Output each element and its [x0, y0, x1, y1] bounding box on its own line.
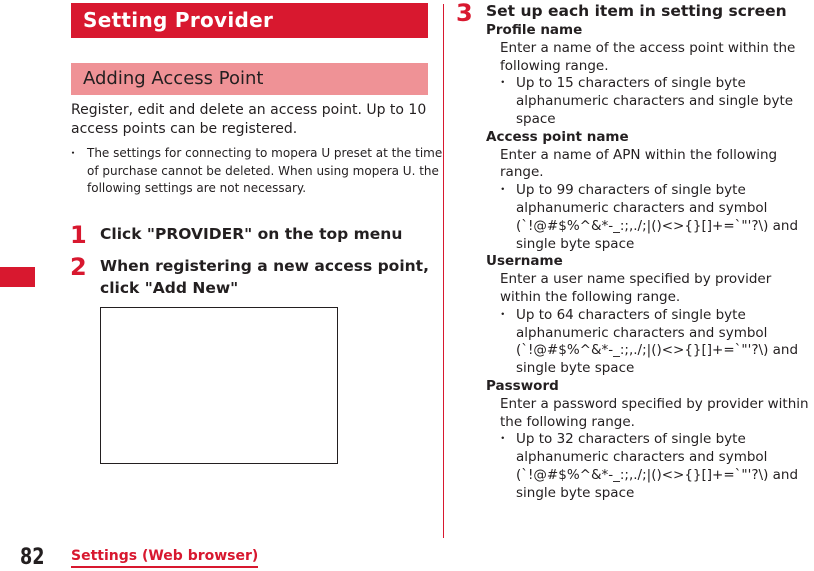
field-description: Enter a name of APN within the following range.	[500, 146, 778, 181]
step-number: 2	[70, 253, 87, 281]
field-list	[486, 22, 814, 503]
field-bullet: ・ Up to 64 characters of single byte alphanumeric characters and symbol (`!@#$%^&*-_:;,./;|()<>{}[]+=`"'?\) and single byte space	[486, 307, 814, 378]
step-text: Click "PROVIDER" on the top menu	[100, 225, 403, 243]
side-index-tab	[0, 267, 35, 287]
section-title: Adding Access Point	[71, 63, 428, 95]
field-description: Enter a password specified by provider within the following range.	[500, 395, 809, 430]
step-number: 3	[456, 0, 473, 27]
screenshot-placeholder	[100, 307, 338, 464]
field-description: Enter a user name specified by provider within the following range.	[500, 271, 772, 305]
page-number: 82	[20, 545, 45, 570]
column-divider	[443, 4, 444, 538]
field-access-point-name	[486, 129, 814, 254]
field-description: Enter a name of the access point within the following range.	[500, 39, 796, 74]
footer-section-link: Settings (Web browser)	[71, 547, 258, 568]
field-label: Password	[486, 377, 559, 394]
field-bullet: ・ Up to 32 characters of single byte alphanumeric characters and symbol (`!@#$%^&*-_:;,./;|()<>{}[]+=`"'?\) and single byte space	[486, 431, 814, 502]
step-text: When registering a new access point, click "Add New"	[100, 257, 429, 297]
note-text: ・ The settings for connecting to mopera U preset at the time of purchase cannot be deleted. When using mopera U. the following settings are not necessary.	[71, 145, 443, 198]
field-profile-name	[486, 22, 814, 129]
page-title: Setting Provider	[71, 3, 428, 38]
step-number: 1	[70, 221, 87, 249]
field-bullet: ・ Up to 99 characters of single byte alphanumeric characters and symbol (`!@#$%^&*-_:;,./;|()<>{}[]+=`"'?\) and single byte space	[486, 182, 814, 253]
field-label: Access point name	[486, 128, 629, 145]
field-username	[486, 253, 814, 378]
field-password	[486, 378, 814, 503]
field-label: Profile name	[486, 22, 583, 38]
field-bullet: ・ Up to 15 characters of single byte alphanumeric characters and single byte space	[486, 75, 814, 128]
intro-text: Register, edit and delete an access point. Up to 10 access points can be registered.	[71, 102, 427, 137]
step-text: Set up each item in setting screen	[486, 2, 787, 20]
field-label: Username	[486, 253, 563, 270]
